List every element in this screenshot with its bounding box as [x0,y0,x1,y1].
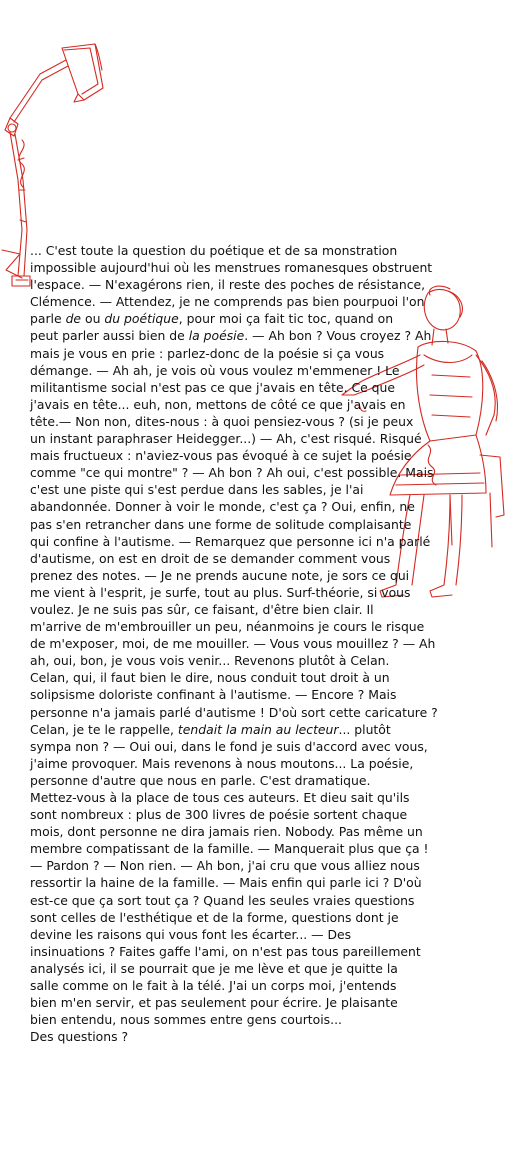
text-run: ... plutôt [338,721,391,737]
text-run: me vient à l'esprit, je surfe, tout au plus. Surf-théorie, si vous [30,584,411,600]
text-line [30,892,470,909]
text-run: mois, dont personne ne dira jamais rien. Nobody. Pas même un [30,824,423,840]
text-run: abandonnée. Donner à voir le monde, c'est ça ? Oui, enfin, ne [30,499,415,515]
text-run: insinuations ? Faites gaffe l'ami, on n'est pas tous pareillement [30,943,421,959]
text-run: Celan, qui, il faut bien le dire, nous conduit tout droit à un [30,670,390,686]
text-line [30,259,470,276]
text-line [30,413,470,430]
text-run: est-ce que ça sort tout ça ? Quand les seules vraies questions [30,892,415,908]
text-run: ou [81,311,105,327]
text-run: qui confine à l'autisme. — Remarquez que personne ici n'a parlé [30,533,431,549]
text-line [30,550,470,567]
text-run: pas s'en retrancher dans une forme de solitude complaisante [30,516,412,532]
text-line [30,464,470,481]
text-line [30,310,470,327]
text-line [30,926,470,943]
text-line [30,618,470,635]
text-line [30,1028,470,1045]
text-run: personne d'autre que nous en parle. C'est dramatique. [30,772,371,788]
text-line [30,994,470,1011]
text-line [30,704,470,721]
text-run: Clémence. — Attendez, je ne comprends pas bien pourpuoi l'on [30,294,425,310]
text-run: j'avais en tête... euh, non, mettons de côté ce que j'avais en [30,396,406,412]
text-run: démange. — Ah ah, je vois où vous voulez m'emmener ! Le [30,362,400,378]
text-line [30,738,470,755]
italic-text: de [65,311,82,327]
text-run: de m'exposer, moi, de me mouiller. — Vous vous mouillez ? — Ah [30,636,436,652]
italic-text: tendait la main au lecteur [177,721,339,737]
text-run: mais je vous en prie : parlez-donc de la poésie si ça vous [30,345,385,361]
text-run: peut parler aussi bien de [30,328,189,344]
text-run: j'aime provoquer. Mais revenons à nous moutons... La poésie, [30,755,414,771]
text-line [30,362,470,379]
text-run: bien m'en servir, et pas seulement pour écrire. Je plaisante [30,995,398,1011]
text-line [30,840,470,857]
text-line [30,242,470,259]
text-line [30,960,470,977]
text-run: Celan, je te le rappelle, [30,721,178,737]
text-line [30,669,470,686]
text-line [30,874,470,891]
text-line [30,276,470,293]
text-line [30,1011,470,1028]
text-run: membre compatissant de la famille. — Manquerait plus que ça ! [30,841,429,857]
text-run: personne n'a jamais parlé d'autisme ! D'où sort cette caricature ? [30,704,438,720]
text-line [30,481,470,498]
text-run: parle [30,311,66,327]
text-line [30,430,470,447]
text-run: c'est une piste qui s'est perdue dans les sables, je l'ai [30,482,364,498]
text-run: sont nombreux : plus de 300 livres de poésie sortent chaque [30,807,408,823]
text-run: , pour moi ça fait tic toc, quand on [178,311,394,327]
text-line [30,447,470,464]
text-run: m'arrive de m'embrouiller un peu, néanmoins je cours le risque [30,619,425,635]
text-line [30,652,470,669]
text-line [30,806,470,823]
text-line [30,857,470,874]
text-line [30,396,470,413]
text-run: l'espace. — N'exagérons rien, il reste des poches de résistance, [30,277,426,293]
text-run: — Pardon ? — Non rien. — Ah bon, j'ai cru que vous alliez nous [30,858,420,874]
text-line [30,293,470,310]
text-run: solipsisme doloriste confinant à l'autisme. — Encore ? Mais [30,687,397,703]
text-line [30,772,470,789]
text-line [30,755,470,772]
text-run: mais fructueux : n'aviez-vous pas évoqué à ce sujet la poésie [30,448,412,464]
text-line [30,977,470,994]
text-run: . — Ah bon ? Vous croyez ? Ah [244,328,432,344]
text-line [30,584,470,601]
text-run: militantisme social n'est pas ce que j'avais en tête. Ce que [30,379,396,395]
text-run: d'autisme, on est en droit de se demander comment vous [30,550,391,566]
text-run: impossible aujourd'hui où les menstrues romanesques obstruent [30,260,433,276]
text-line [30,601,470,618]
text-run: voulez. Je ne suis pas sûr, ce faisant, d'être bien clair. Il [30,601,374,617]
text-line [30,327,470,344]
text-line [30,686,470,703]
text-line [30,498,470,515]
text-run: prenez des notes. — Je ne prends aucune note, je sors ce qui [30,567,410,583]
text-run: analysés ici, il se pourrait que je me lève et que je quitte la [30,960,398,976]
text-run: devine les raisons qui vous font les écarter... — Des [30,926,352,942]
text-run: bien entendu, nous sommes entre gens courtois... [30,1012,342,1028]
text-line [30,635,470,652]
text-run: sont celles de l'esthétique et de la forme, questions dont je [30,909,399,925]
text-line [30,943,470,960]
text-line [30,516,470,533]
text-line [30,823,470,840]
text-run: tête.— Non non, dites-nous : à quoi pensiez-vous ? (si je peux [30,413,414,429]
text-line [30,533,470,550]
italic-text: du poétique [104,311,179,327]
text-line [30,345,470,362]
text-run: salle comme on le fait à la télé. J'ai un corps moi, j'entends [30,978,397,994]
text-run: ... C'est toute la question du poétique et de sa monstration [30,243,398,258]
text-run: comme "ce qui montre" ? — Ah bon ? Ah oui, c'est possible. Mais [30,465,434,481]
text-run: ressortir la haine de la famille. — Mais enfin qui parle ici ? D'où [30,875,422,891]
text-run: sympa non ? — Oui oui, dans le fond je suis d'accord avec vous, [30,738,428,754]
text-line [30,721,470,738]
text-run: Des questions ? [30,1029,129,1045]
text-run: un instant paraphraser Heidegger...) — Ah, c'est risqué. Risqué [30,431,422,447]
text-line [30,789,470,806]
text-run: ah, oui, bon, je vous vois venir... Revenons plutôt à Celan. [30,653,390,669]
text-passage [30,242,470,1045]
text-line [30,909,470,926]
text-run: Mettez-vous à la place de tous ces auteurs. Et dieu sait qu'ils [30,790,410,805]
text-line [30,567,470,584]
italic-text: la poésie [188,328,245,344]
text-line [30,379,470,396]
